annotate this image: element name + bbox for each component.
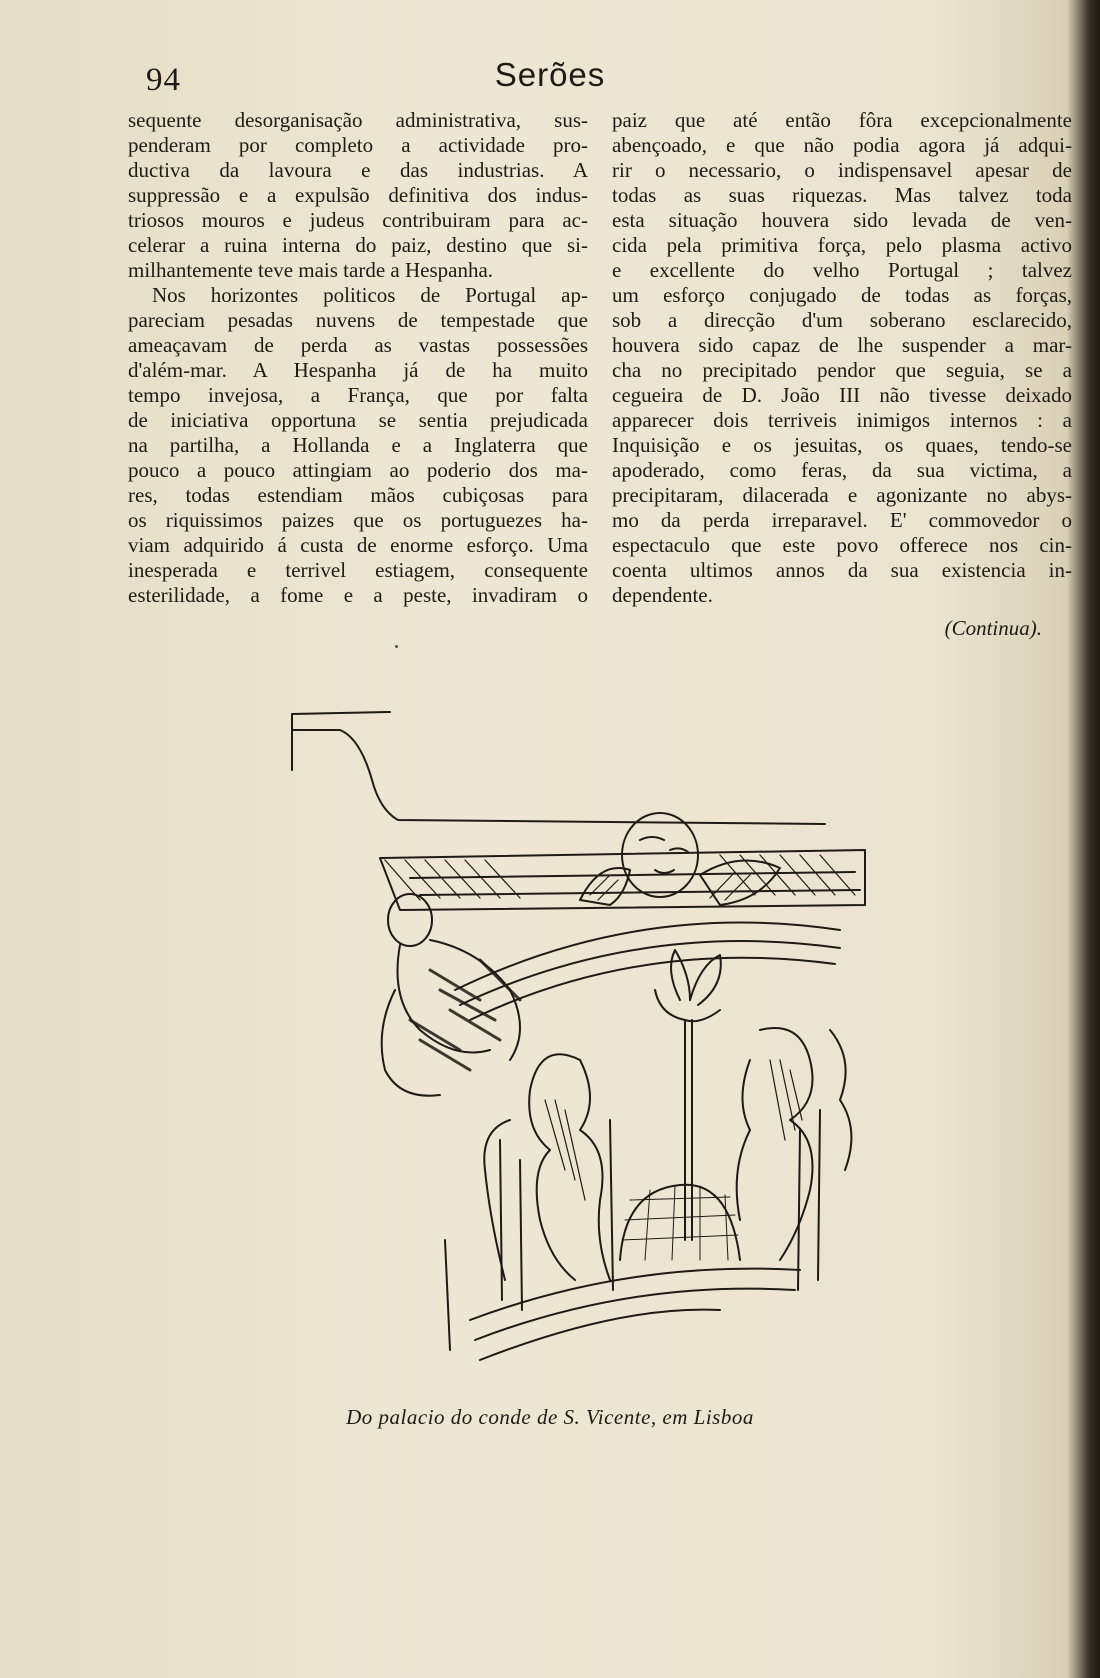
text-line: e excellente do velho Portugal ; talvez: [612, 258, 1072, 282]
text-line: de iniciativa opportuna se sentia prejudicada: [128, 408, 588, 432]
text-line: sob a direcção d'um soberano esclarecido,: [612, 308, 1072, 332]
text-line: dependente.: [612, 583, 713, 607]
page-number: 94: [146, 62, 181, 98]
text-line: paiz que até então fôra excepcionalmente: [612, 108, 1072, 132]
text-line: viam adquirido á custa de enorme esforço. Uma: [128, 533, 588, 557]
text-line: cha no precipitado pendor que seguia, se a: [612, 358, 1072, 382]
text-line: espectaculo que este povo offerece nos cin-: [612, 533, 1072, 557]
text-line: d'além-mar. A Hespanha já de ha muito: [128, 358, 588, 382]
text-line: ameaçavam de perda as vastas possessões: [128, 333, 588, 357]
text-line: apoderado, como feras, da sua victima, a: [612, 458, 1072, 482]
text-line: todas as suas riquezas. Mas talvez toda: [612, 183, 1072, 207]
text-line: esterilidade, a fome e a peste, invadiram o: [128, 583, 588, 607]
text-line: na partilha, a Hollanda e a Inglaterra que: [128, 433, 588, 457]
text-line: sequente desorganisação administrativa, sus-: [128, 108, 588, 132]
text-line: abençoado, e que não podia agora já adqui-: [612, 133, 1072, 157]
text-line: suppressão e a expulsão definitiva dos indus-: [128, 183, 588, 207]
text-line: celerar a ruina interna do paiz, destino que si-: [128, 233, 588, 257]
text-line: tempo invejosa, a França, que por falta: [128, 383, 588, 407]
text-line: precipitaram, dilacerada e agonizante no abys-: [612, 483, 1072, 507]
text-line: res, todas estendiam mãos cubiçosas para: [128, 483, 588, 507]
ink-speck: [395, 645, 398, 648]
continua-note: (Continua).: [944, 616, 1042, 640]
left-text-column: [128, 108, 588, 608]
text-line: rir o necessario, o indispensavel apesar de: [612, 158, 1072, 182]
figure-caption: Do palacio do conde de S. Vicente, em Lisboa: [346, 1405, 754, 1429]
text-line: penderam por completo a actividade pro-: [128, 133, 588, 157]
text-line: coenta ultimos annos da sua existencia in-: [612, 558, 1072, 582]
text-line: pouco a pouco attingiam ao poderio dos ma-: [128, 458, 588, 482]
text-line: mo da perda irreparavel. E' commovedor o: [612, 508, 1072, 532]
text-line: milhantemente teve mais tarde a Hespanha.: [128, 258, 494, 282]
right-text-column: [612, 108, 1072, 608]
text-line: houvera sido capaz de lhe suspender a mar-: [612, 333, 1072, 357]
text-line: os riquissimos paizes que os portuguezes ha-: [128, 508, 588, 532]
text-line: cida pela primitiva força, pelo plasma activo: [612, 233, 1072, 257]
text-line: triosos mouros e judeus contribuiram para ac-: [128, 208, 588, 232]
capital-illustration: [280, 700, 920, 1410]
text-line: Inquisição e os jesuitas, os quaes, tendo-se: [612, 433, 1072, 457]
text-line: pareciam pesadas nuvens de tempestade que: [128, 308, 588, 332]
text-line: apparecer dois terriveis inimigos internos : a: [612, 408, 1072, 432]
text-line: um esforço conjugado de todas as forças,: [612, 283, 1072, 307]
text-line: ductiva da lavoura e das industrias. A: [128, 158, 588, 182]
text-line: Nos horizontes politicos de Portugal ap-: [152, 283, 588, 307]
running-title: Serões: [494, 56, 606, 93]
text-line: esta situação houvera sido levada de ven-: [612, 208, 1072, 232]
text-line: inesperada e terrivel estiagem, consequente: [128, 558, 588, 582]
text-line: cegueira de D. João III não tivesse deixado: [612, 383, 1072, 407]
